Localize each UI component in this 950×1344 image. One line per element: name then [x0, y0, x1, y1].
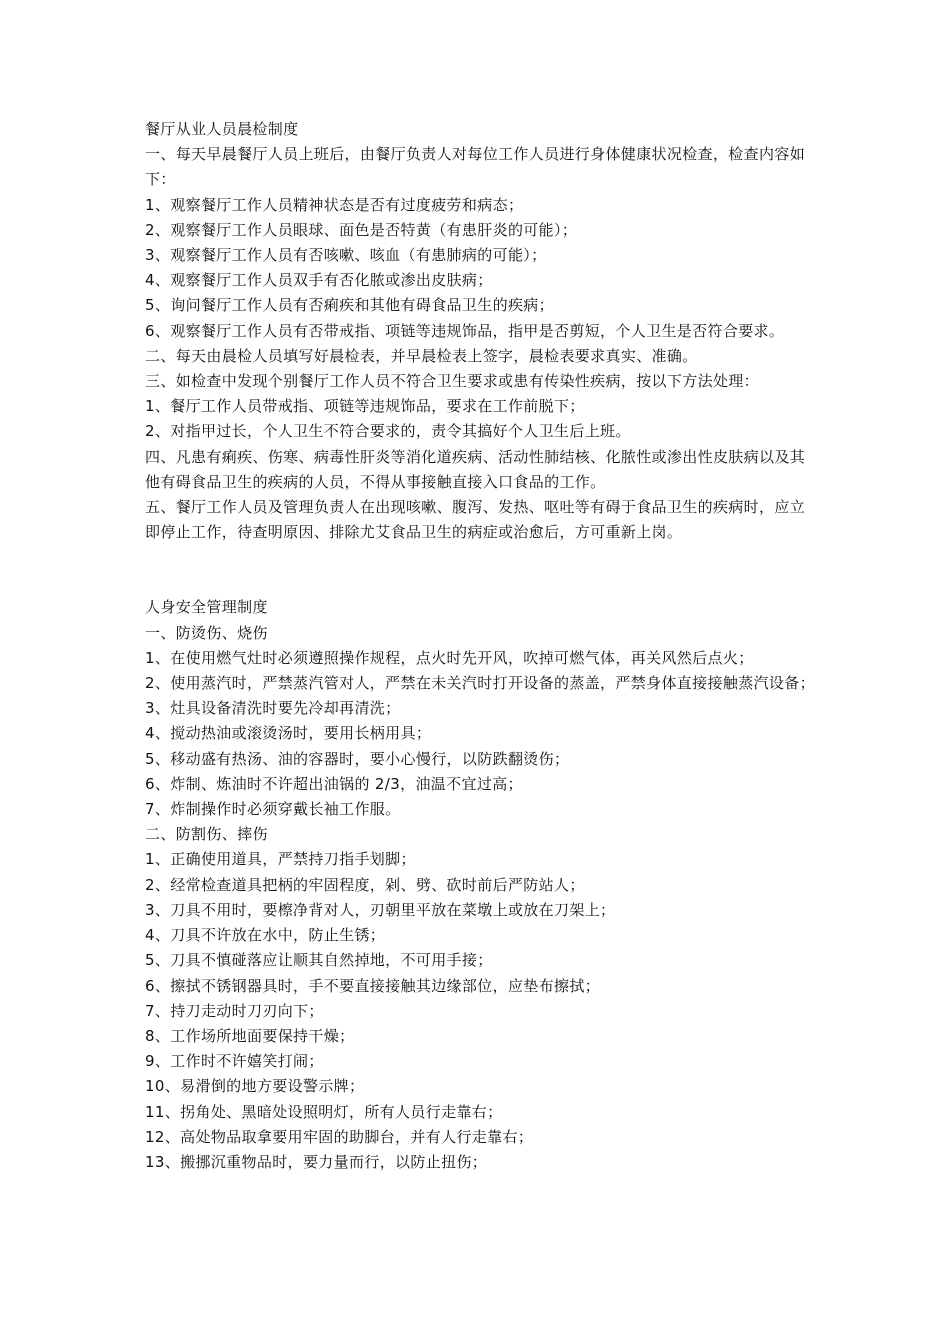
- paragraph: 3、观察餐厅工作人员有否咳嗽、咳血（有患肺病的可能）；: [145, 246, 547, 265]
- paragraph: 6、擦拭不锈钢器具时，手不要直接接触其边缘部位，应垫布擦拭；: [145, 976, 601, 995]
- document-page: [145, 117, 815, 1175]
- paragraph: 1、在使用燃气灶时必须遵照操作规程，点火时先开风，吹掉可燃气体，再关风然后点火；: [145, 648, 754, 667]
- paragraph: 5、刀具不慎碰落应让顺其自然掉地，不可用手接；: [145, 951, 493, 970]
- paragraph: 4、搅动热油或滚烫汤时，要用长柄用具；: [145, 724, 432, 743]
- paragraph: 2、观察餐厅工作人员眼球、面色是否特黄（有患肝炎的可能）；: [145, 220, 578, 239]
- paragraph: 7、持刀走动时刀刃向下；: [145, 1001, 324, 1020]
- paragraph: 5、询问餐厅工作人员有否痢疾和其他有碍食品卫生的疾病；: [145, 296, 554, 315]
- paragraph: 2、对指甲过长，个人卫生不符合要求的，责令其搞好个人卫生后上班。: [145, 422, 631, 441]
- paragraph: 1、餐厅工作人员带戒指、项链等违规饰品，要求在工作前脱下；: [145, 397, 585, 416]
- paragraph: 6、炸制、炼油时不许超出油锅的 2/3，油温不宜过高；: [145, 774, 523, 793]
- paragraph: 三、如检查中发现个别餐厅工作人员不符合卫生要求或患有传染性疾病，按以下方法处理：: [145, 372, 760, 391]
- paragraph: 12、高处物品取拿要用牢固的助脚台，并有人行走靠右；: [145, 1127, 534, 1146]
- paragraph: 3、灶具设备清洗时要先冷却再清洗；: [145, 699, 401, 718]
- section-morning-check: [145, 117, 815, 545]
- section-title: 人身安全管理制度: [145, 598, 268, 617]
- section-title: 餐厅从业人员晨检制度: [145, 120, 299, 138]
- paragraph: 二、每天由晨检人员填写好晨检表，并早晨检表上签字，晨检表要求真实、准确。: [145, 346, 698, 365]
- paragraph: 4、观察餐厅工作人员双手有否化脓或渗出皮肤病；: [145, 271, 493, 290]
- paragraph: 2、经常检查道具把柄的牢固程度，剁、劈、砍时前后严防站人；: [145, 875, 585, 894]
- paragraph: 一、每天早晨餐厅人员上班后，由餐厅负责人对每位工作人员进行身体健康状况检查，检查内容如下：: [145, 145, 806, 189]
- paragraph: 一、防烫伤、烧伤: [145, 623, 268, 642]
- paragraph: 7、炸制操作时必须穿戴长袖工作服。: [145, 800, 401, 819]
- paragraph: 四、凡患有痢疾、伤寒、病毒性肝炎等消化道疾病、活动性肺结核、化脓性或渗出性皮肤病以及其他有碍食品卫生的疾病的人员，不得从事接触直接入口食品的工作。: [145, 447, 806, 491]
- paragraph: 1、观察餐厅工作人员精神状态是否有过度疲劳和病态；: [145, 195, 524, 214]
- paragraph: 10、易滑倒的地方要设警示牌；: [145, 1077, 365, 1096]
- paragraph: 2、使用蒸汽时，严禁蒸汽管对人，严禁在未关汽时打开设备的蒸盖，严禁身体直接接触蒸汽设备；: [145, 674, 815, 693]
- paragraph: 1、正确使用道具，严禁持刀指手划脚；: [145, 850, 416, 869]
- paragraph: 4、刀具不许放在水中，防止生锈；: [145, 926, 386, 945]
- paragraph: 8、工作场所地面要保持干燥；: [145, 1026, 355, 1045]
- section-personal-safety: [145, 595, 815, 1175]
- paragraph: 6、观察餐厅工作人员有否带戒指、项链等违规饰品，指甲是否剪短，个人卫生是否符合要求。: [145, 321, 785, 340]
- paragraph: 13、搬挪沉重物品时，要力量而行，以防止扭伤；: [145, 1152, 488, 1171]
- paragraph: 9、工作时不许嬉笑打闹；: [145, 1052, 324, 1071]
- paragraph: 5、移动盛有热汤、油的容器时，要小心慢行，以防跌翻烫伤；: [145, 749, 570, 768]
- paragraph: 二、防割伤、摔伤: [145, 825, 268, 844]
- paragraph: 11、拐角处、黑暗处设照明灯，所有人员行走靠右；: [145, 1102, 503, 1121]
- paragraph: 五、餐厅工作人员及管理负责人在出现咳嗽、腹泻、发热、呕吐等有碍于食品卫生的疾病时，应立即停止工作，待查明原因、排除尤艾食品卫生的病症或治愈后，方可重新上岗。: [145, 498, 806, 542]
- paragraph: 3、刀具不用时，要檫净背对人，刃朝里平放在菜墩上或放在刀架上；: [145, 900, 616, 919]
